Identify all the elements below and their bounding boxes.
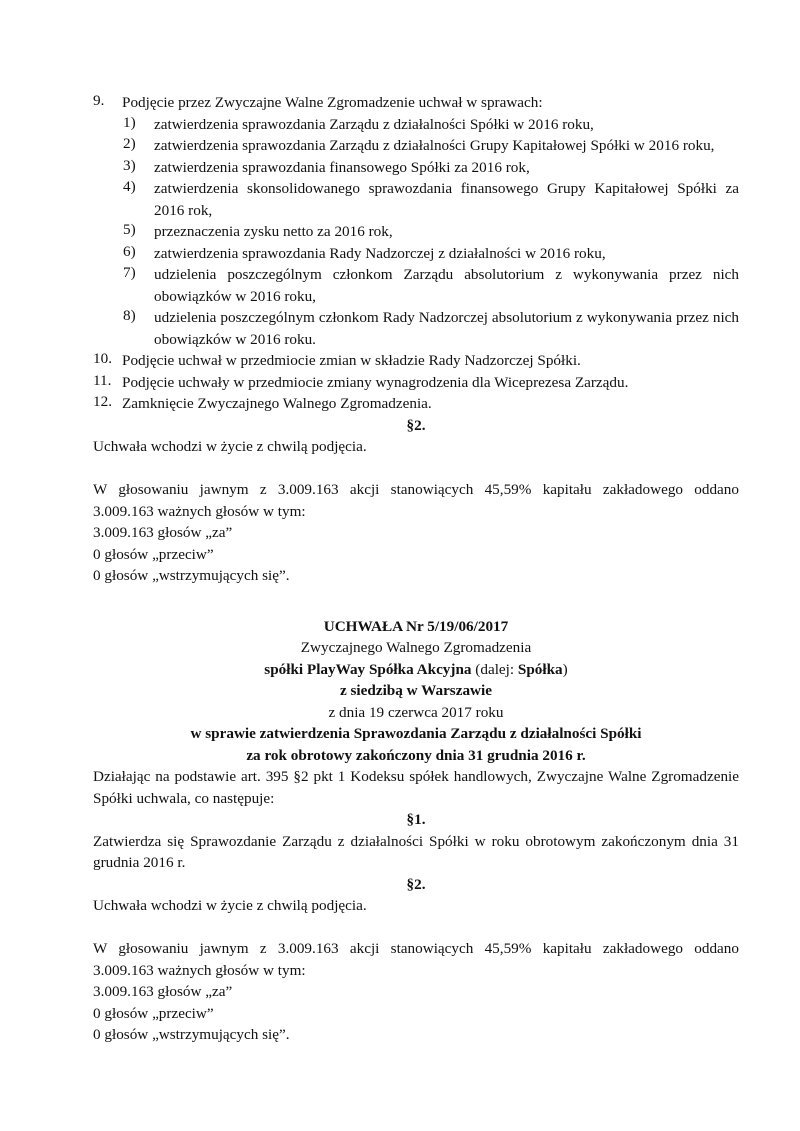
company-short: Spółka [517,660,563,678]
document-page [93,92,739,1046]
agenda-item-number: 10. [93,350,112,367]
agenda-subitem [123,157,739,179]
section-1-heading: §1. [406,811,426,828]
subitem-number: 6) [123,242,136,260]
agenda-item-number: 11. [93,371,112,389]
resolution-subject-line2: za rok obrotowy zakończony dnia 31 grudnia 2016 r. [246,746,586,764]
resolution-preamble: Działając na podstawie art. 395 §2 pkt 1 Kodeksu spółek handlowych, Zwyczajne Walne Zgromadzenie Spółki uchwala, co następuje: [93,768,739,807]
votes-for: 3.009.163 głosów „za” [93,524,233,541]
section-2-text: Uchwała wchodzi w życie z chwilą podjęcia. [93,897,367,914]
subitem-text: udzielenia poszczególnym członkom Rady Nadzorczej absolutorium z wykonywania przez nich obowiązków w 2016 roku. [154,309,739,348]
votes-for: 3.009.163 głosów „za” [93,983,233,1000]
company-prefix: spółki PlayWay Spółka Akcyjna [264,660,472,678]
subitem-text: przeznaczenia zysku netto za 2016 rok, [154,223,393,240]
subitem-number: 3) [123,156,136,174]
votes-against: 0 głosów „przeciw” [93,545,214,563]
votes-abstain: 0 głosów „wstrzymujących się”. [93,567,290,584]
agenda-item-10 [93,350,739,372]
agenda-subitem [123,307,739,350]
agenda-subitem [123,243,739,265]
resolution-seat: z siedzibą w Warszawie [339,682,492,699]
votes-against: 0 głosów „przeciw” [93,1004,214,1022]
subitem-number: 4) [123,178,136,195]
vote-summary-line1: W głosowaniu jawnym z 3.009.163 akcji stanowiących 45,59% kapitału zakładowego oddano [93,481,739,498]
subitem-text: zatwierdzenia sprawozdania Zarządu z działalności Grupy Kapitałowej Spółki w 2016 roku, [154,137,715,154]
subitem-text: zatwierdzenia sprawozdania Zarządu z działalności Spółki w 2016 roku, [154,115,594,133]
section-1-text: Zatwierdza się Sprawozdanie Zarządu z działalności Spółki w roku obrotowym zakończonym dnia 31 grudnia 2016 r. [93,832,739,871]
vote-summary-line1: W głosowaniu jawnym z 3.009.163 akcji stanowiących 45,59% kapitału zakładowego oddano [93,940,739,957]
agenda-item-text: Podjęcie przez Zwyczajne Walne Zgromadzenie uchwał w sprawach: [122,94,543,111]
agenda-subitem [123,178,739,221]
vote-summary-line2: 3.009.163 ważnych głosów w tym: [93,961,306,979]
section-2-heading: §2. [406,875,426,893]
resolution-date: z dnia 19 czerwca 2017 roku [328,703,504,721]
agenda-item-text: Zamknięcie Zwyczajnego Walnego Zgromadzenia. [122,395,432,412]
agenda-item-number: 9. [93,92,105,109]
subitem-text: zatwierdzenia skonsolidowanego sprawozdania finansowego Grupy Kapitałowej Spółki za 2016 rok, [154,180,739,219]
resolution-company [93,659,739,681]
subitem-number: 1) [123,113,136,131]
agenda-item-text: Podjęcie uchwały w przedmiocie zmiany wynagrodzenia dla Wiceprezesa Zarządu. [122,373,629,391]
subitem-text: zatwierdzenia sprawozdania Rady Nadzorczej z działalności w 2016 roku, [154,244,606,262]
subitem-number: 2) [123,135,136,152]
subitem-text: zatwierdzenia sprawozdania finansowego Spółki za 2016 rok, [154,158,530,176]
agenda-subitem [123,264,739,307]
resolution-subject-line1: w sprawie zatwierdzenia Sprawozdania Zarządu z działalności Spółki [190,725,642,742]
section-2-text: Uchwała wchodzi w życie z chwilą podjęcia. [93,438,367,455]
subitem-number: 8) [123,307,136,324]
company-paren-open: (dalej: [471,660,518,678]
agenda-item-9 [93,92,739,114]
subitem-number: 7) [123,264,136,281]
agenda-item-11 [93,372,739,394]
resolution-title: UCHWAŁA Nr 5/19/06/2017 [323,617,509,635]
agenda-subitem [123,221,739,243]
agenda-subitem [123,114,739,136]
resolution-body-name: Zwyczajnego Walnego Zgromadzenia [300,639,532,656]
agenda-subitem [123,135,739,157]
agenda-item-number: 12. [93,393,112,410]
votes-abstain: 0 głosów „wstrzymujących się”. [93,1026,290,1043]
agenda-item-12 [93,393,739,415]
section-2-heading: §2. [406,416,426,434]
company-paren-close: ) [562,660,568,678]
vote-summary-line2: 3.009.163 ważnych głosów w tym: [93,502,306,520]
agenda-item-text: Podjęcie uchwał w przedmiocie zmian w składzie Rady Nadzorczej Spółki. [122,352,581,369]
subitem-text: udzielenia poszczególnym członkom Zarządu absolutorium z wykonywania przez nich obowiązków w 2016 roku, [154,266,739,305]
subitem-number: 5) [123,221,136,238]
